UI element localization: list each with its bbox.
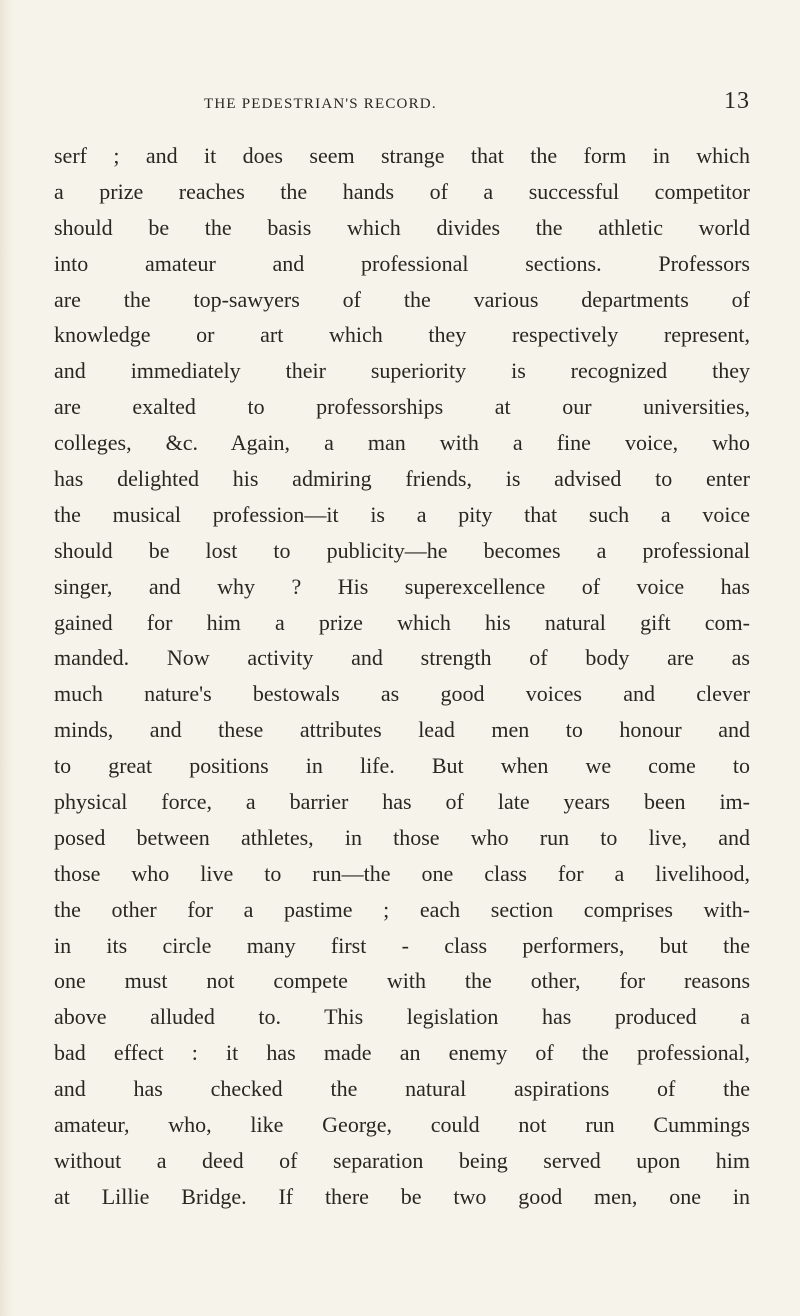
text-line: has delighted his admiring friends, is advised to enter: [54, 466, 750, 492]
text-line: and has checked the natural aspirations of the: [54, 1076, 750, 1102]
text-line: a prize reaches the hands of a successful competitor: [54, 178, 750, 204]
text-line: gained for him a prize which his natural gift com-: [54, 609, 750, 635]
text-line: the other for a pastime ; each section comprises with-: [54, 896, 750, 922]
text-line: into amateur and professional sections. Professors: [54, 250, 750, 276]
text-line: should be the basis which divides the athletic world: [54, 214, 750, 240]
text-line: singer, and why ? His superexcellence of voice has: [54, 573, 750, 599]
text-line: posed between athletes, in those who run to live, and: [54, 824, 750, 850]
running-head: the pedestrian's record.: [204, 88, 437, 113]
text-line: without a deed of separation being served upon him: [54, 1147, 750, 1173]
text-line: physical force, a barrier has of late years been im-: [54, 789, 750, 815]
text-line: to great positions in life. But when we come to: [54, 753, 750, 779]
text-line: and immediately their superiority is recognized they: [54, 358, 750, 384]
text-line: at Lillie Bridge. If there be two good men, one in: [54, 1183, 750, 1209]
text-line: are the top-sawyers of the various departments of: [54, 286, 750, 312]
text-line: serf ; and it does seem strange that the form in which: [54, 143, 750, 168]
text-line: one must not compete with the other, for reasons: [54, 968, 750, 994]
body-text: [54, 138, 750, 1215]
text-line: should be lost to publicity—he becomes a professional: [54, 537, 750, 563]
text-line: minds, and these attributes lead men to honour and: [54, 717, 750, 743]
text-line: amateur, who, like George, could not run Cummings: [54, 1112, 750, 1138]
text-line: above alluded to. This legislation has produced a: [54, 1004, 750, 1030]
page-header: [54, 88, 750, 122]
text-line: those who live to run—the one class for a livelihood,: [54, 860, 750, 886]
text-line: in its circle many first - class performers, but the: [54, 932, 750, 958]
text-line: manded. Now activity and strength of body are as: [54, 645, 750, 671]
text-line: the musical profession—it is a pity that such a voice: [54, 501, 750, 527]
page-number: 13: [724, 88, 750, 114]
text-line: bad effect : it has made an enemy of the professional,: [54, 1040, 750, 1066]
text-line: much nature's bestowals as good voices and clever: [54, 681, 750, 707]
text-line: knowledge or art which they respectively represent,: [54, 322, 750, 348]
text-line: colleges, &c. Again, a man with a fine voice, who: [54, 430, 750, 456]
text-line: are exalted to professorships at our universities,: [54, 394, 750, 420]
page-edge-shadow: [0, 0, 14, 1316]
